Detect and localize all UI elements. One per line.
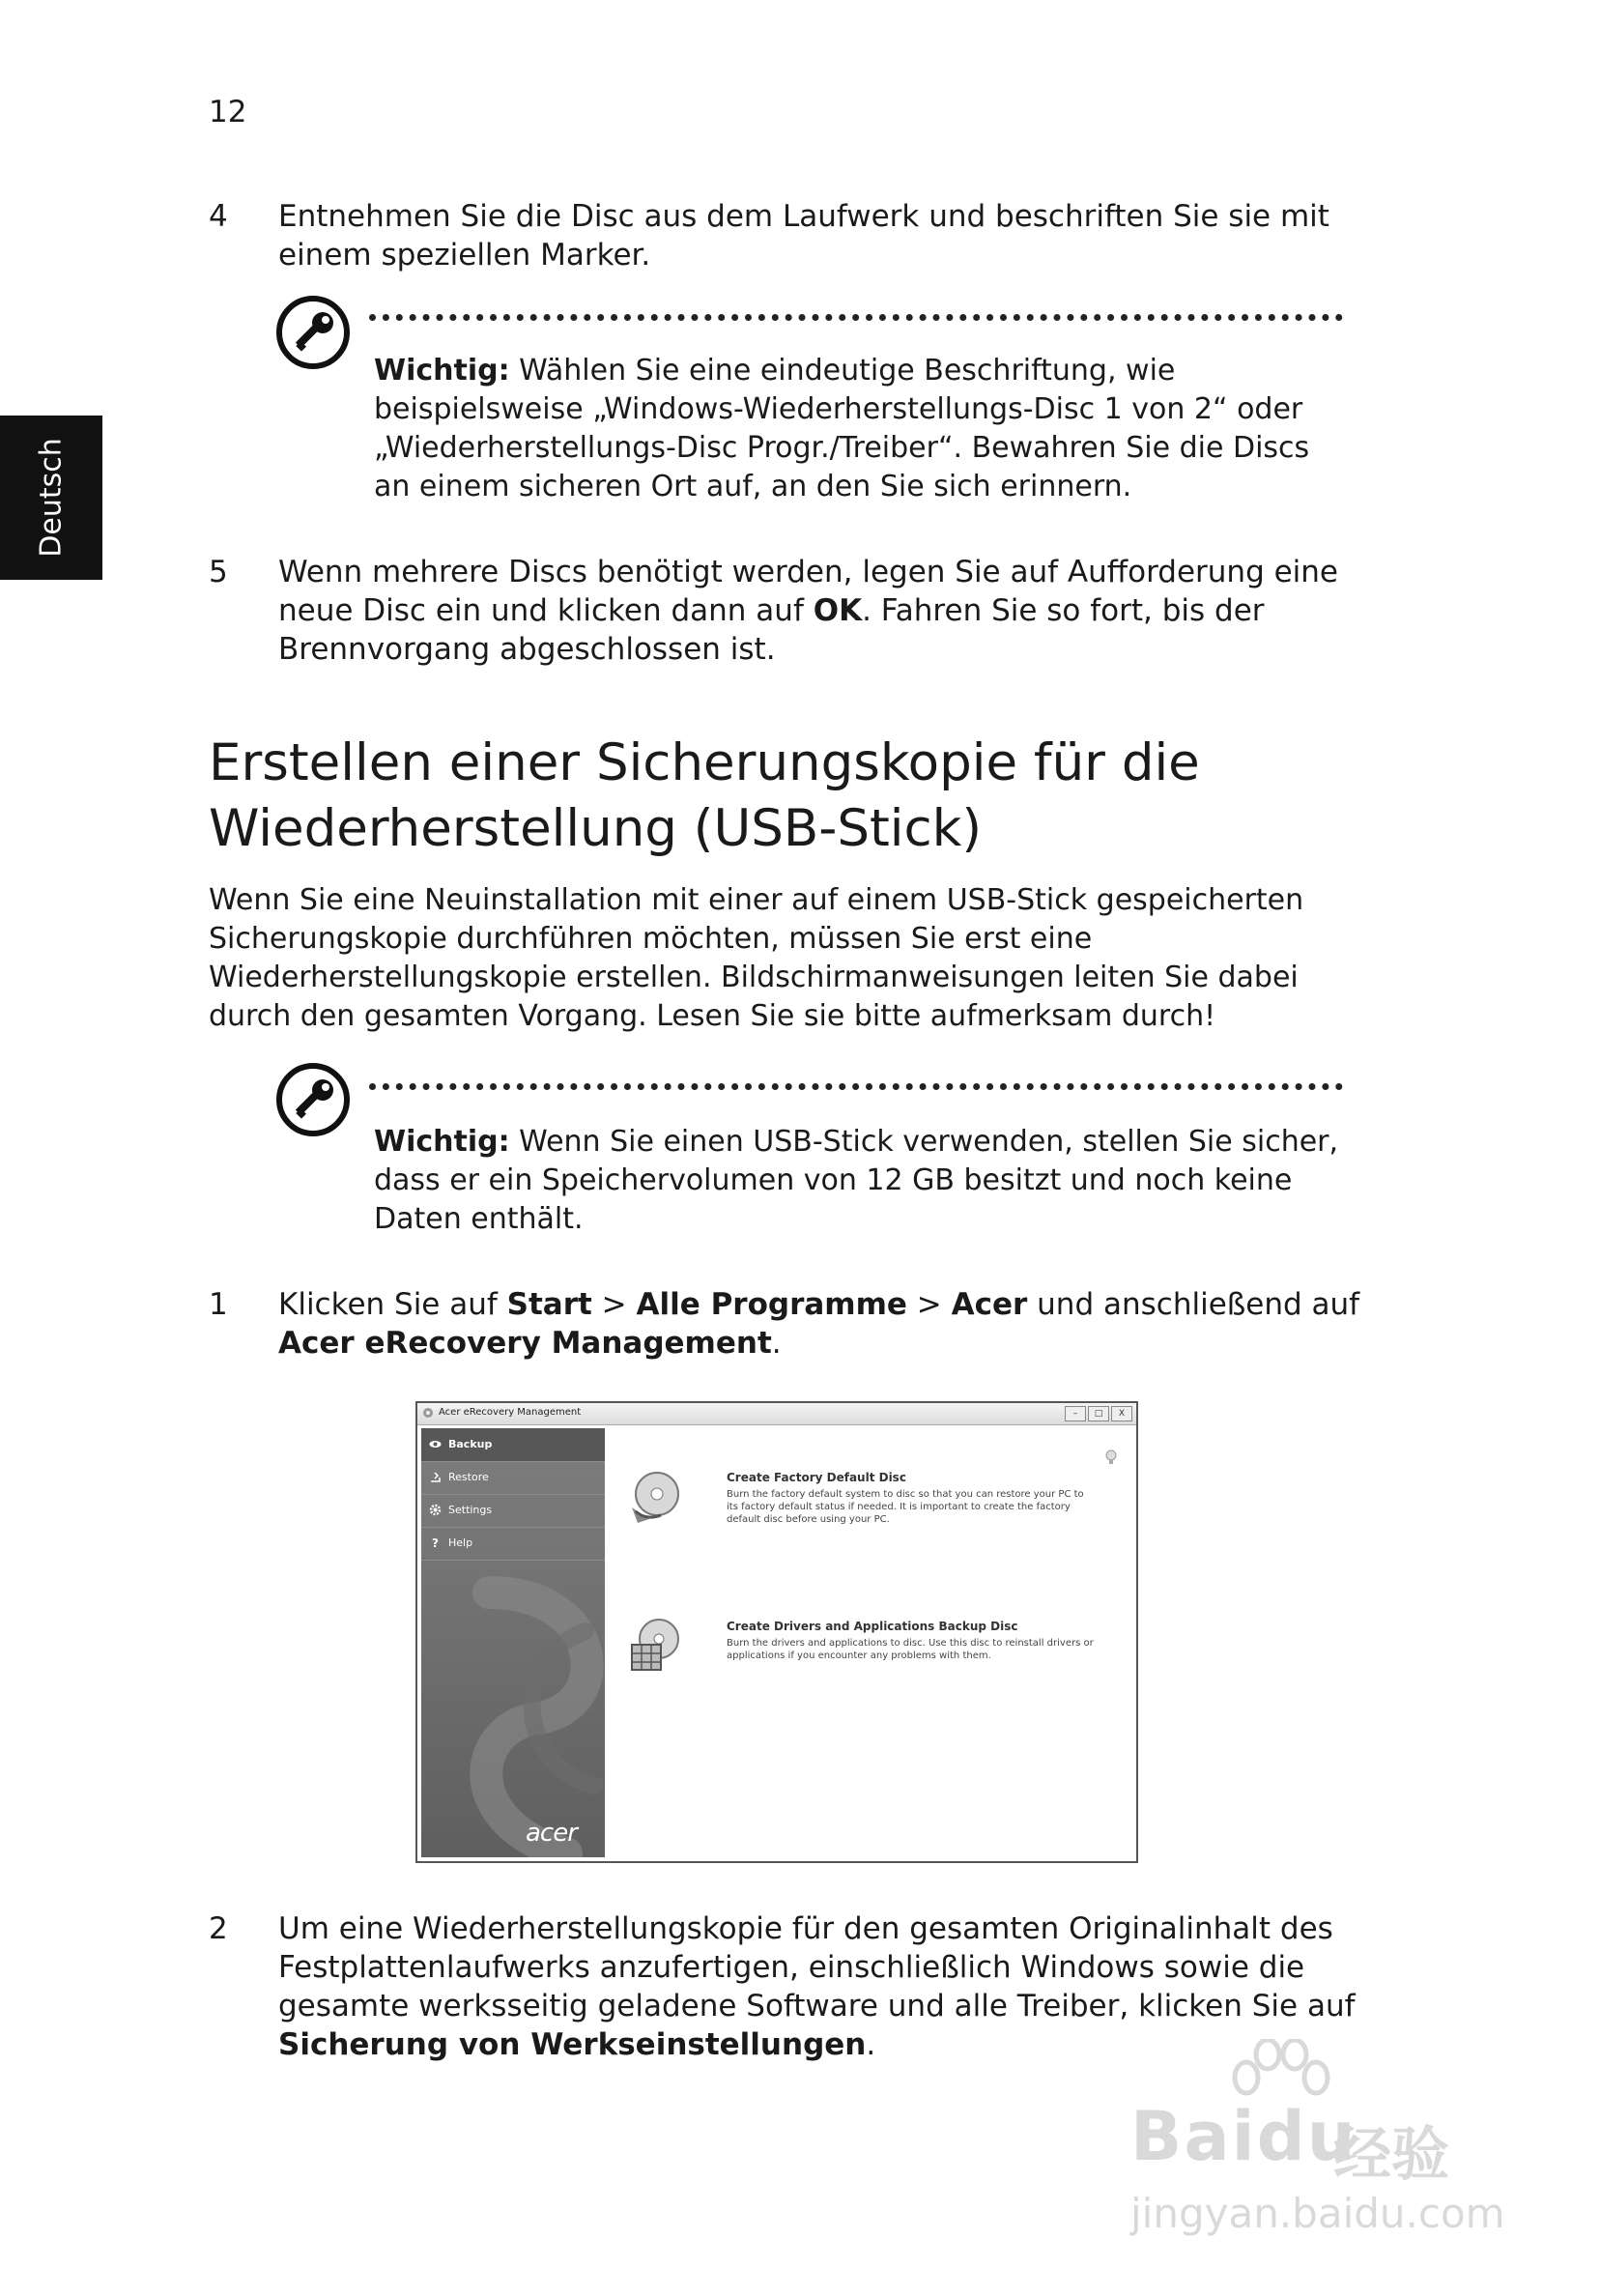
option-description: Burn the drivers and applications to disc. Use this disc to reinstall drivers or applications if you encounter any problems with them. — [727, 1638, 1094, 1661]
sidebar-item-help[interactable] — [421, 1527, 605, 1561]
window-sidebar — [421, 1428, 605, 1857]
gear-icon — [429, 1504, 442, 1516]
sidebar-item-settings[interactable] — [421, 1494, 605, 1528]
page-number: 12 — [209, 95, 247, 129]
erecovery-window-screenshot — [415, 1401, 1138, 1863]
note-divider — [369, 314, 1343, 321]
disc-icon — [628, 1469, 682, 1527]
step-text: Klicken Sie auf Start > Alle Programme > Acer und anschließend auf Acer eRecovery Management. — [278, 1287, 1360, 1361]
sidebar-item-label: Settings — [448, 1504, 493, 1516]
sidebar-item-label: Help — [448, 1536, 473, 1549]
close-button[interactable]: X — [1111, 1406, 1132, 1421]
eye-icon — [429, 1438, 442, 1450]
step-number: 4 — [209, 199, 228, 234]
window-main-panel — [607, 1428, 1132, 1857]
option-title: Create Drivers and Applications Backup Disc — [727, 1620, 1018, 1633]
key-icon — [274, 1061, 352, 1138]
option-title: Create Factory Default Disc — [727, 1471, 906, 1484]
sidebar-item-backup[interactable] — [421, 1428, 605, 1462]
key-icon — [274, 294, 352, 371]
option-factory-default-disc[interactable] — [607, 1469, 1109, 1575]
option-drivers-apps-backup-disc[interactable] — [607, 1618, 1109, 1714]
step-text: Um eine Wiederherstellungskopie für den gesamten Originalinhalt des Festplattenlaufwerks anzufertigen, einschließlich Windows sowie die gesamte werksseitig geladene Software und alle Treiber, klicken Sie auf Sicherung von Werkseinstellungen. — [278, 1911, 1356, 2062]
sidebar-item-label: Backup — [448, 1438, 493, 1450]
note-text: Wenn Sie einen USB-Stick verwenden, stellen Sie sicher, dass er ein Speichervolumen von 12 GB besitzt und noch keine Daten enthält. — [374, 1125, 1339, 1236]
ok-term: OK — [813, 593, 863, 628]
svg-text:?: ? — [432, 1536, 439, 1549]
lightbulb-icon[interactable] — [1105, 1449, 1117, 1465]
language-side-tab — [0, 416, 102, 580]
section-heading: Erstellen einer Sicherungskopie für die Wiederherstellung (USB-Stick) — [209, 733, 1200, 858]
watermark-cn: 经验 — [1333, 2121, 1449, 2189]
note-text: Wählen Sie eine eindeutige Beschriftung, wie beispielsweise „Windows-Wiederherstellungs-Disc 1 von 2“ oder „Wiederherstellungs-Disc Progr./Treiber“. Bewahren Sie die Discs an einem sicheren Ort auf, an den Sie sich erinnern. — [374, 354, 1310, 503]
step-text: Entnehmen Sie die Disc aus dem Laufwerk und beschriften Sie sie mit einem speziellen Marker. — [278, 199, 1329, 273]
option-description: Burn the factory default system to disc so that you can restore your PC to its factory default status if needed. It is important to create the factory default disc before using your PC. — [727, 1489, 1084, 1525]
side-tab-label: Deutsch — [34, 438, 69, 558]
step-number: 2 — [209, 1911, 228, 1946]
app-icon — [422, 1407, 434, 1419]
watermark-url: jingyan.baidu.com — [1130, 2190, 1505, 2237]
intro-paragraph: Wenn Sie eine Neuinstallation mit einer auf einem USB-Stick gespeicherten Sicherungskopie durchführen möchten, müssen Sie erst eine Wiederherstellungskopie erstellen. Bildschirmanweisungen leiten Sie dabei durch den gesamten Vorgang. Lesen Sie sie bitte aufmerksam durch! — [209, 883, 1304, 1033]
watermark-brand: Baidu — [1130, 2097, 1357, 2176]
step-number: 5 — [209, 555, 228, 589]
baidu-watermark — [1111, 2039, 1517, 2261]
note-label: Wichtig: — [374, 354, 510, 387]
help-icon — [429, 1536, 442, 1549]
step-number: 1 — [209, 1287, 228, 1322]
note-label: Wichtig: — [374, 1125, 510, 1159]
acer-logo: acer — [526, 1819, 577, 1848]
sidebar-item-label: Restore — [448, 1471, 489, 1483]
window-title: Acer eRecovery Management — [439, 1407, 582, 1418]
sidebar-item-restore[interactable] — [421, 1461, 605, 1495]
note-divider — [369, 1083, 1343, 1090]
maximize-button[interactable]: □ — [1088, 1406, 1109, 1421]
important-note-1 — [374, 352, 1340, 506]
minimize-button[interactable]: – — [1065, 1406, 1086, 1421]
important-note-2 — [374, 1123, 1340, 1239]
disc-apps-icon — [628, 1618, 682, 1676]
window-titlebar — [417, 1403, 1136, 1425]
factory-backup-term: Sicherung von Werkseinstellungen — [278, 2027, 867, 2062]
decorative-swirl — [450, 1573, 605, 1857]
restore-icon — [429, 1471, 442, 1483]
step-text: Wenn mehrere Discs benötigt werden, legen Sie auf Aufforderung eine neue Disc ein und klicken dann auf OK. Fahren Sie so fort, bis der Brennvorgang abgeschlossen ist. — [278, 555, 1339, 667]
